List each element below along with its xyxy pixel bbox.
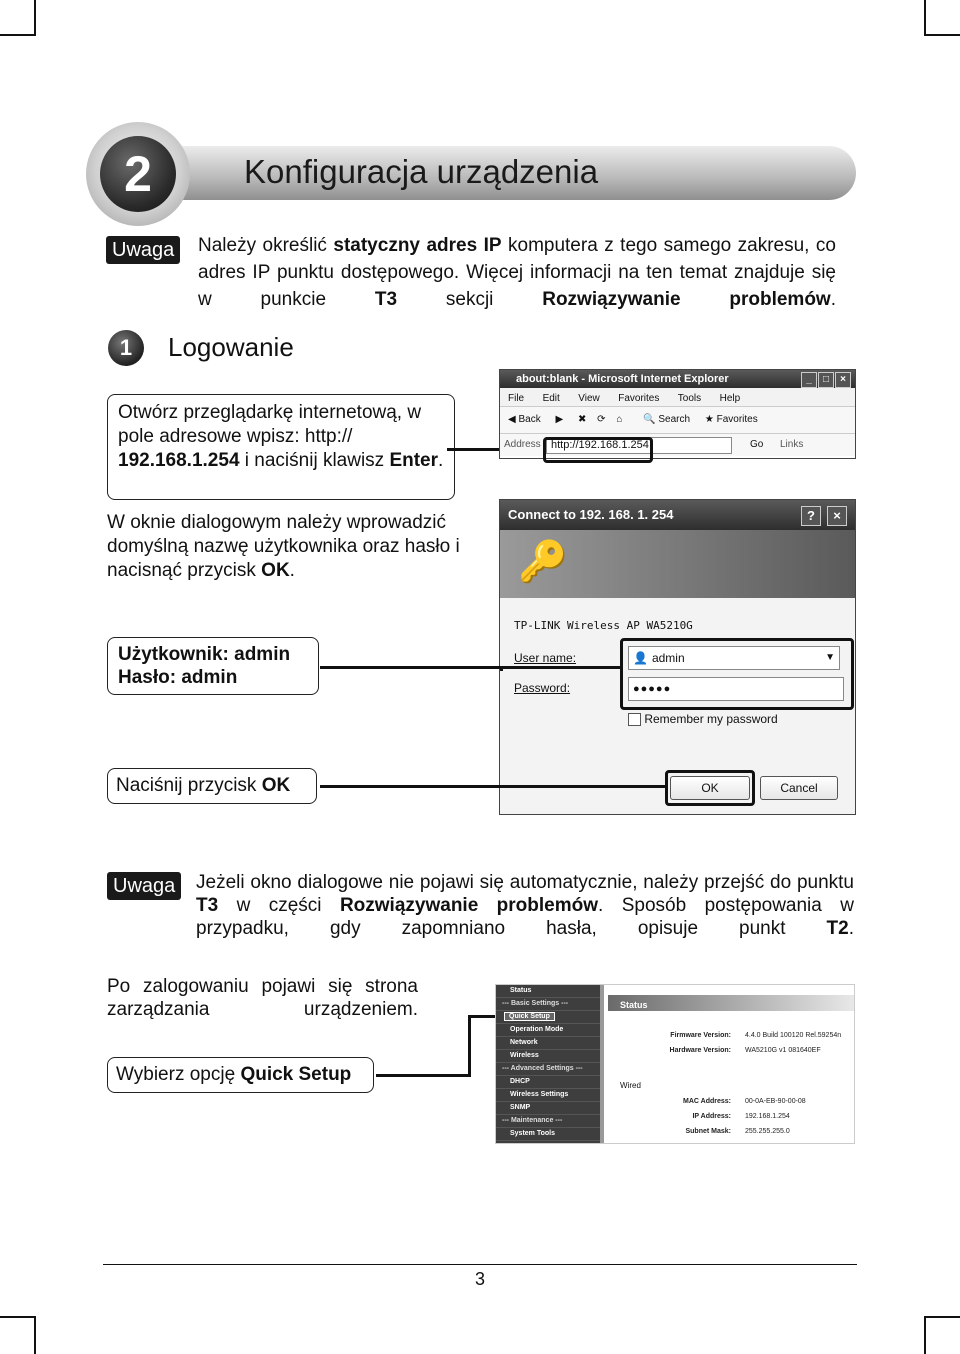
- nav-operation-mode[interactable]: Operation Mode: [496, 1024, 600, 1037]
- crop-mark-bottom-left: [0, 1316, 36, 1354]
- router-status-page: [495, 984, 855, 1144]
- ok-button[interactable]: OK: [670, 776, 750, 800]
- firmware-row: Firmware Version: 4.4.0 Build 100120 Rel.59254n: [670, 1032, 842, 1039]
- connector-line-qs-h: [376, 1074, 470, 1077]
- ip-row: IP Address: 192.168.1.254: [692, 1113, 790, 1120]
- help-icon[interactable]: ?: [801, 506, 821, 526]
- menu-tools[interactable]: Tools: [677, 393, 702, 404]
- credentials-box: [107, 637, 319, 695]
- step-title: Logowanie: [168, 332, 294, 362]
- browser-instruction-box: Otwórz przeglądarkę internetową, w pole adresowe wpisz: http:// 192.168.1.254 i naciśnij klawisz Enter.: [107, 394, 455, 500]
- dialog-realm: TP-LINK Wireless AP WA5210G: [514, 619, 693, 632]
- address-input[interactable]: http://192.168.1.254: [546, 437, 732, 454]
- crop-mark-top-left: [0, 0, 36, 36]
- go-button[interactable]: Go: [750, 439, 764, 450]
- nav-divider: [600, 985, 604, 1143]
- nav-status[interactable]: Status: [496, 985, 600, 998]
- back-button[interactable]: ◀ Back: [508, 414, 541, 425]
- forward-icon[interactable]: ▶: [555, 414, 564, 425]
- step-number: 1: [108, 330, 144, 366]
- after-login-text: Po zalogowaniu pojawi się strona zarządzania urządzeniem.: [107, 976, 418, 1020]
- browser-menu-bar: [500, 388, 855, 407]
- menu-edit[interactable]: Edit: [542, 393, 560, 404]
- password-hint: Hasło: admin: [118, 667, 238, 688]
- home-icon[interactable]: ⌂: [616, 414, 623, 425]
- quick-setup-box: Wybierz opcję Quick Setup: [107, 1057, 374, 1093]
- crop-mark-bottom-right: [924, 1316, 960, 1354]
- page-number: 3: [474, 1269, 485, 1289]
- press-ok-box: Naciśnij przycisk OK: [107, 768, 317, 804]
- login-panel-highlight: [620, 638, 854, 710]
- footer-rule: [103, 1264, 857, 1265]
- address-highlight: [543, 437, 653, 463]
- keys-icon: 🔑: [518, 540, 568, 584]
- dialog-banner: [500, 530, 855, 598]
- nav-system-tools[interactable]: System Tools: [496, 1128, 600, 1141]
- note-text: Należy określić statyczny adres IP komputera z tego samego zakresu, co adres IP punktu dostępowego. Więcej informacji na ten temat znajduje się w punkcie T3 sekcji Rozwiązywanie problemów.: [198, 235, 836, 310]
- remember-checkbox[interactable]: [628, 713, 641, 726]
- cancel-button[interactable]: Cancel: [760, 776, 838, 800]
- search-button[interactable]: 🔍 Search: [643, 414, 691, 425]
- dialog-hint-text: W oknie dialogowym należy wprowadzić domyślną nazwę użytkownika oraz hasło i nacisnąć przycisk OK.: [107, 512, 460, 581]
- ok-highlight: [665, 770, 755, 806]
- address-label: Address: [504, 439, 541, 450]
- nav-wireless[interactable]: Wireless: [496, 1050, 600, 1063]
- nav-basic-settings: --- Basic Settings ---: [496, 998, 600, 1011]
- menu-file[interactable]: File: [508, 393, 525, 404]
- menu-favorites[interactable]: Favorites: [618, 393, 660, 404]
- nav-advanced-settings: --- Advanced Settings ---: [496, 1063, 600, 1076]
- mask-row: Subnet Mask: 255.255.255.0: [685, 1128, 790, 1135]
- note-text-2: Jeżeli okno dialogowe nie pojawi się automatycznie, należy przejść do punktu T3 w części Rozwiązywanie problemów. Sposób postępowania w przypadku, gdy zapomniano hasła, opisuje punkt T2.: [196, 872, 854, 939]
- menu-help[interactable]: Help: [719, 393, 741, 404]
- connector-line-ok: [320, 785, 665, 788]
- nav-network[interactable]: Network: [496, 1037, 600, 1050]
- nav-wireless-settings[interactable]: Wireless Settings: [496, 1089, 600, 1102]
- browser-title-bar: about:blank - Microsoft Internet Explorer _ □ ×: [500, 370, 855, 388]
- username-input[interactable]: 👤 admin ▼: [628, 646, 840, 670]
- note-tag: Uwaga: [106, 236, 180, 264]
- mac-row: MAC Address: 00-0A-EB-90-00-08: [683, 1098, 806, 1105]
- refresh-icon[interactable]: ⟳: [597, 414, 606, 425]
- username-hint: Użytkownik: admin: [118, 644, 291, 665]
- note-tag-2: Uwaga: [107, 872, 181, 900]
- close-icon[interactable]: ×: [835, 372, 851, 388]
- connector-line-qs-v: [468, 1015, 471, 1077]
- connector-line-pass: [500, 668, 503, 671]
- links-label[interactable]: Links: [780, 439, 804, 450]
- crop-mark-top-right: [924, 0, 960, 36]
- password-input[interactable]: ●●●●●: [628, 677, 844, 701]
- minimize-icon[interactable]: _: [801, 372, 817, 388]
- dialog-title-bar: Connect to 192. 168. 1. 254 ? ×: [500, 500, 855, 530]
- dialog-close-icon[interactable]: ×: [827, 506, 847, 526]
- nav-snmp[interactable]: SNMP: [496, 1102, 600, 1115]
- favorites-button[interactable]: ★ Favorites: [704, 414, 758, 425]
- nav-dhcp[interactable]: DHCP: [496, 1076, 600, 1089]
- menu-view[interactable]: View: [578, 393, 600, 404]
- username-label: User name:: [514, 651, 577, 665]
- chevron-down-icon[interactable]: ▼: [825, 652, 835, 663]
- remember-row: Remember my password: [628, 712, 778, 726]
- wired-label: Wired: [620, 1081, 641, 1090]
- section-title: Konfiguracja urządzenia: [244, 153, 599, 190]
- nav-maintenance: --- Maintenance ---: [496, 1115, 600, 1128]
- stop-icon[interactable]: ✖: [577, 414, 587, 425]
- nav-quick-setup[interactable]: Quick Setup: [496, 1011, 600, 1024]
- browser-toolbar: [500, 407, 855, 434]
- status-heading: Status: [608, 995, 854, 1011]
- section-number: 2: [100, 136, 176, 212]
- hardware-row: Hardware Version: WA5210G v1 081640EF: [669, 1047, 821, 1054]
- maximize-icon[interactable]: □: [818, 372, 834, 388]
- nav-menu: [496, 985, 600, 1143]
- user-icon: 👤: [633, 651, 648, 665]
- password-label: Password:: [514, 681, 571, 695]
- connector-line-user: [320, 666, 620, 669]
